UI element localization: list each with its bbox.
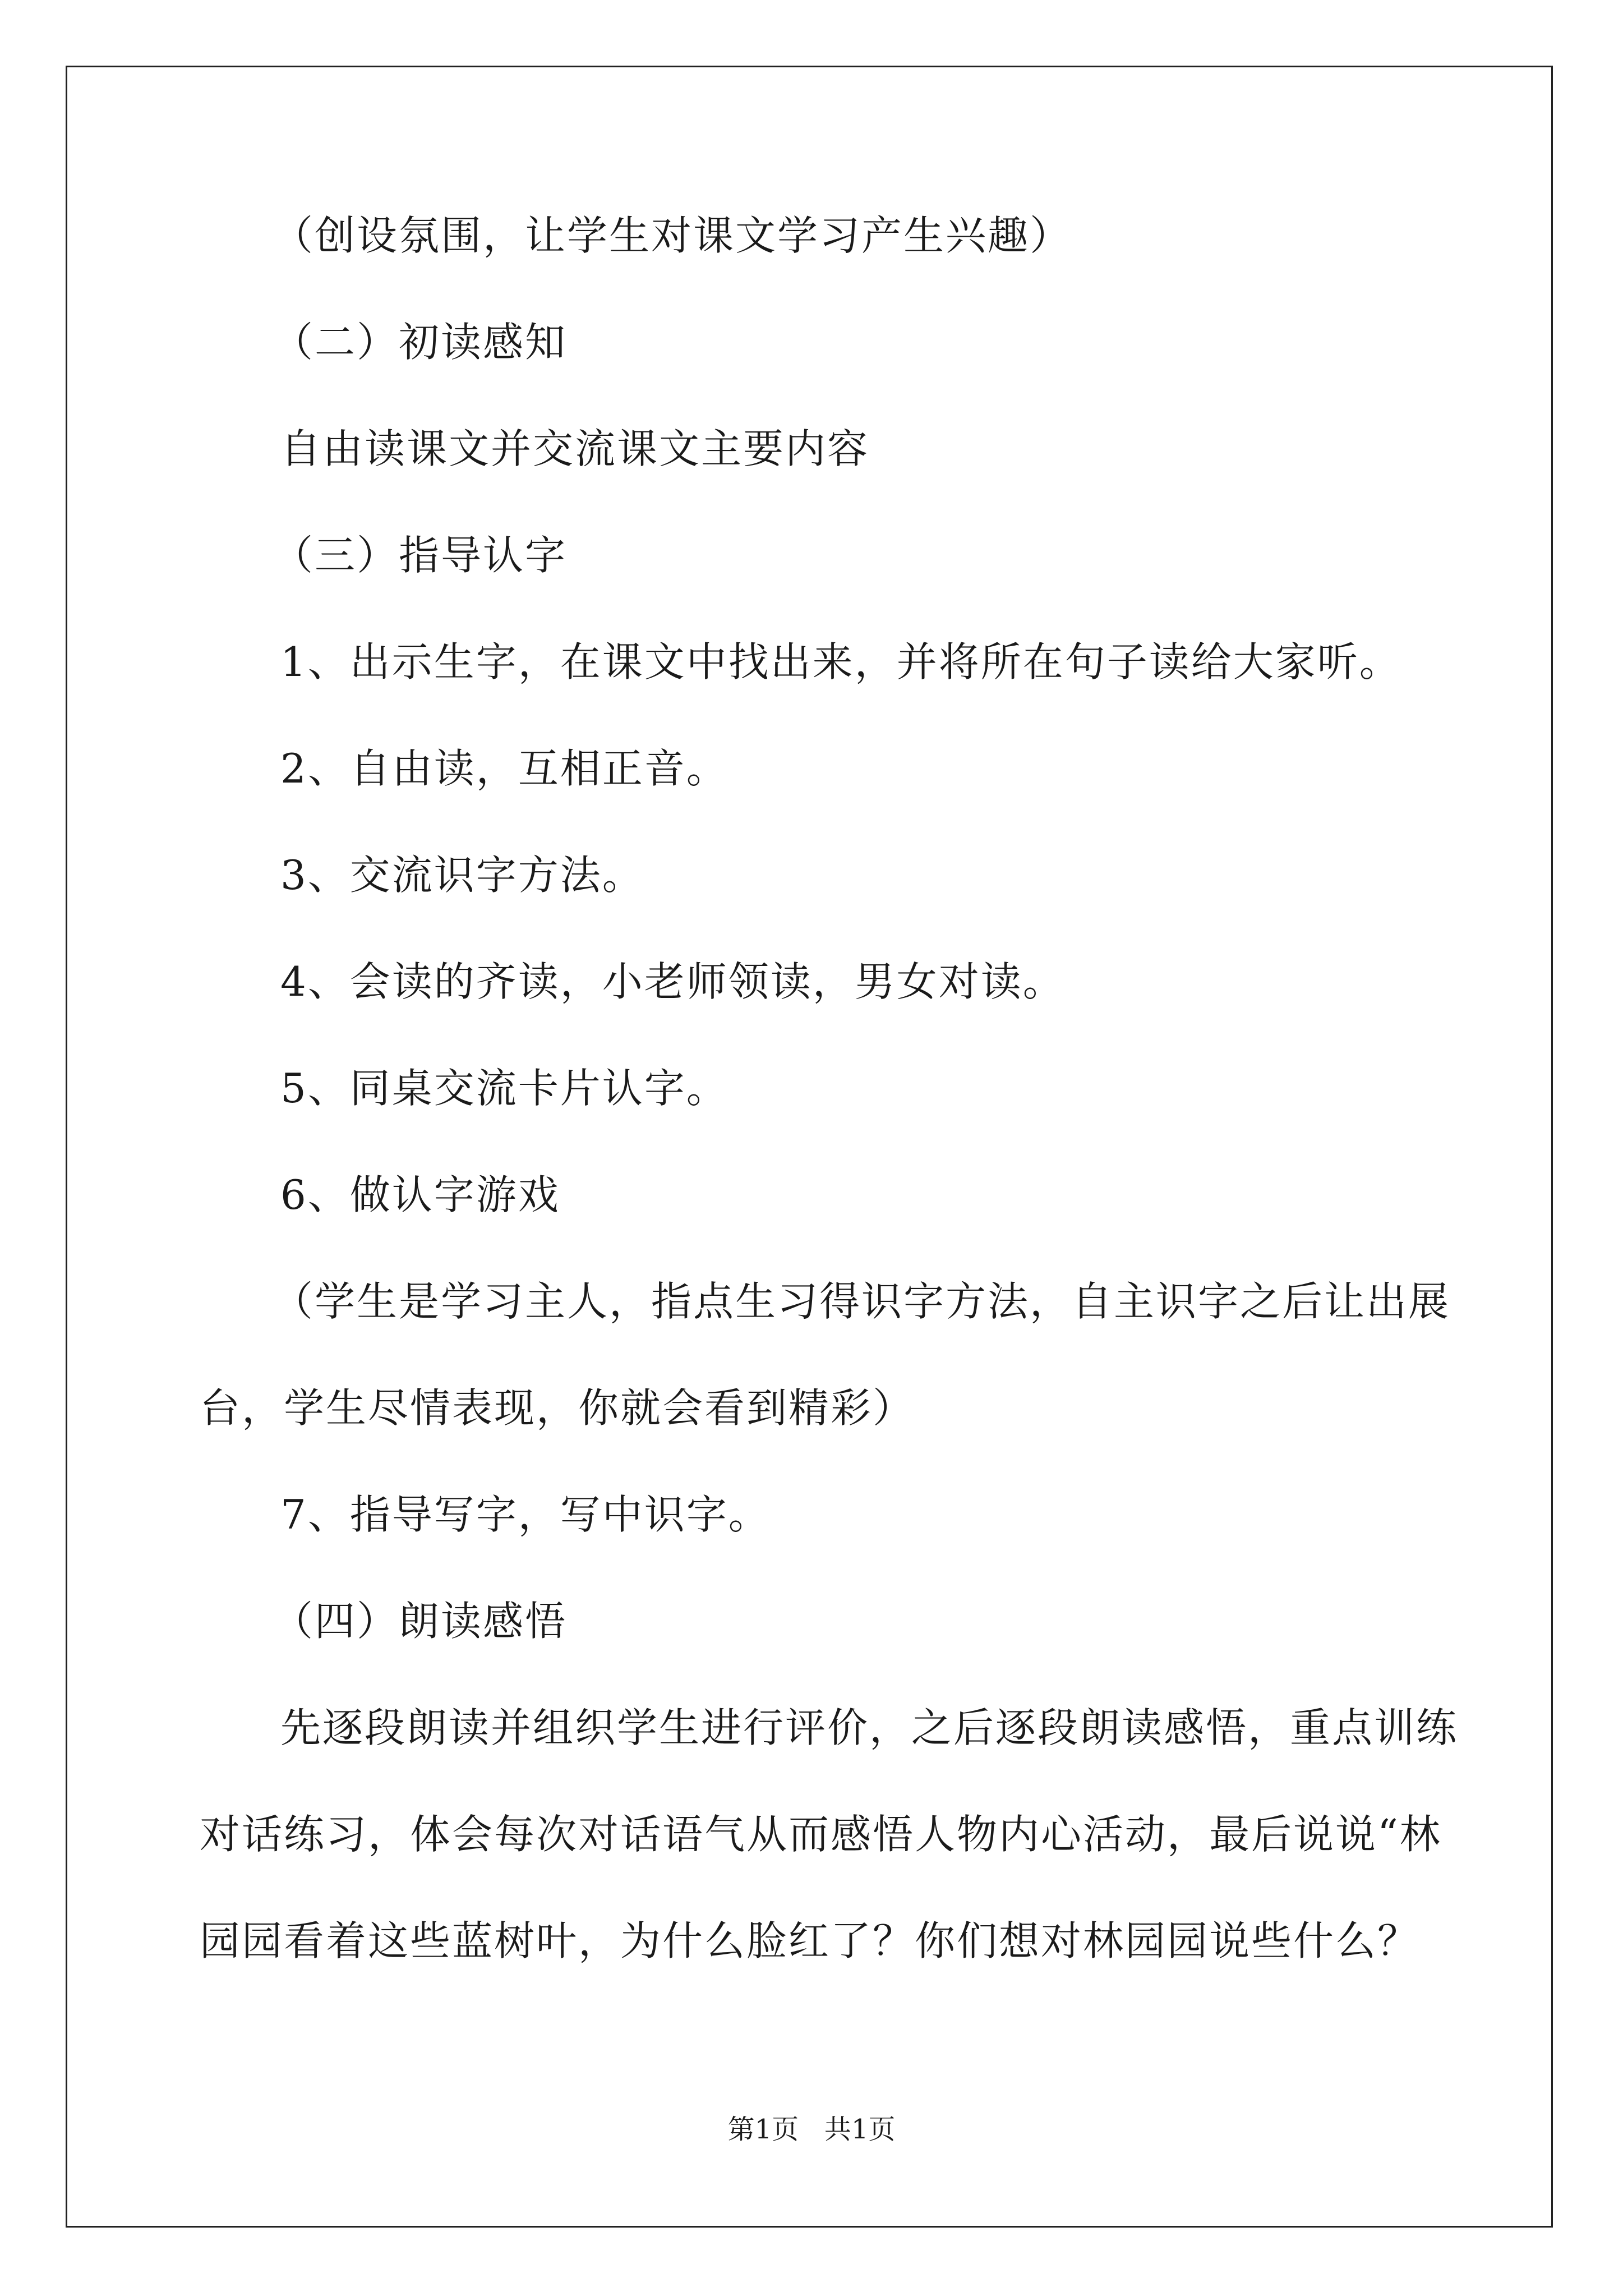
paragraph-7: 3、交流识字方法。 [280,852,644,899]
paragraph-9: 5、同桌交流卡片认字。 [280,1065,728,1112]
page-footer: 第1页 共1页 [727,2114,896,2145]
page-border [66,66,1553,2228]
paragraph-1: （创设氛围，让学生对课文学习产生兴趣） [273,212,1072,259]
paragraph-2: （二）初读感知 [273,319,568,366]
paragraph-10: 6、做认字游戏 [280,1171,560,1218]
paragraph-14-cont-1: 对话练习，体会每次对话语气从而感悟人物内心活动，最后说说“林 [200,1811,1442,1858]
paragraph-5: 1、出示生字，在课文中找出来，并将所在句子读给大家听。 [280,638,1401,685]
paragraph-3: 自由读课文并交流课文主要内容 [280,425,870,472]
paragraph-13: （四）朗读感悟 [273,1598,568,1645]
paragraph-11: （学生是学习主人，指点生习得识字方法，自主识字之后让出展 [273,1278,1451,1325]
paragraph-8: 4、会读的齐读，小老师领读，男女对读。 [280,958,1065,1005]
paragraph-6: 2、自由读，互相正音。 [280,745,728,792]
paragraph-14-cont-2: 园园看着这些蓝树叶，为什么脸红了？你们想对林园园说些什么？ [200,1917,1420,1964]
paragraph-11-cont: 台，学生尽情表现，你就会看到精彩） [200,1384,915,1432]
paragraph-14: 先逐段朗读并组织学生进行评价，之后逐段朗读感悟，重点训练 [280,1704,1459,1751]
paragraph-4: （三）指导认字 [273,532,568,579]
paragraph-12: 7、指导写字，写中识字。 [280,1491,771,1538]
